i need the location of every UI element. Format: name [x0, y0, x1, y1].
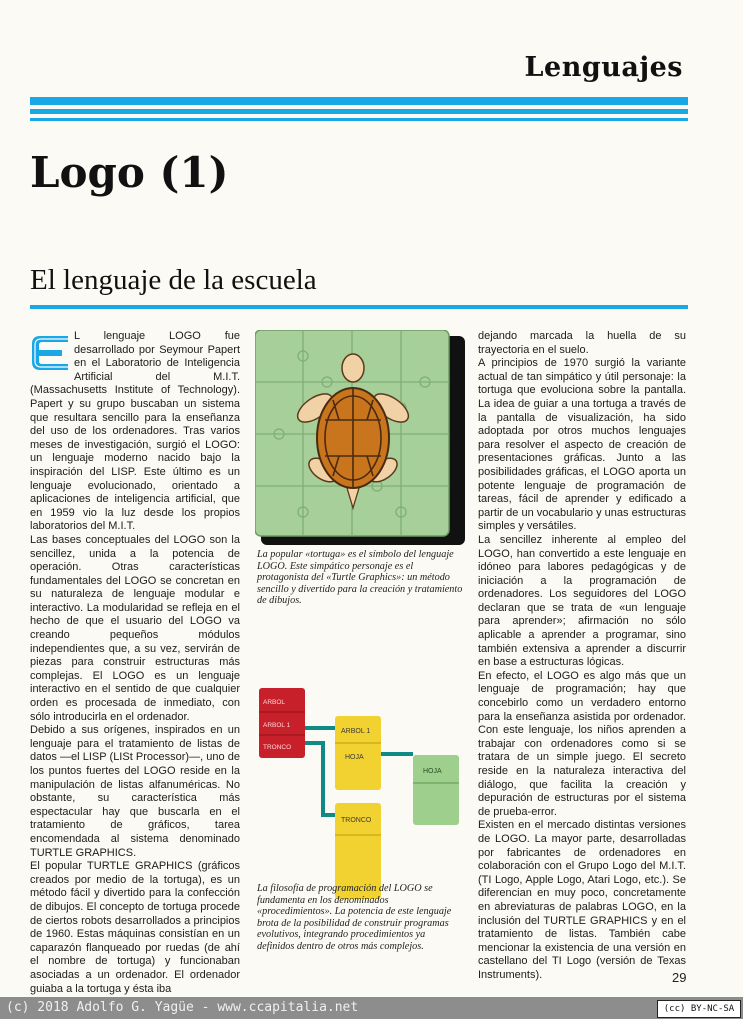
header-band-1 [30, 97, 688, 105]
paragraph: El popular TURTLE GRAPHICS (gráficos creados por medio de la tortuga), es un método fácil y divertido para la confección de dibujos. El concepto de tortuga procede de ciertos robots desarrollados a principios de 1960. Estas máquinas consistían en un caparazón flanqueado por ruedas (de ahí el nombre de tortuga) y funcionaban asociadas a un ordenador. El ordenador guiaba a la tortuga y ésta iba [30, 860, 240, 995]
header-band-3 [30, 118, 688, 121]
header-band-2 [30, 109, 688, 114]
page-title: Logo (1) [30, 148, 229, 197]
yellow-label: ARBOL 1 [341, 728, 371, 735]
column-1 [30, 330, 240, 996]
footer-credit: (c) 2018 Adolfo G. Yagüe - www.ccapitalia.net [6, 1000, 359, 1015]
yellow-label: TRONCO [341, 817, 372, 824]
paragraph: Existen en el mercado distintas versiones de LOGO. La mayor parte, desarrolladas por fabricantes de ordenadores en colaboración con el Grupo Logo del M.I.T. (TI Logo, Apple Logo, Atari Logo, etc.). Se diferencian en muy poco, concretamente en abreviaturas de palabras LOGO, en la inclusión del TURTLE GRAPHICS y en el tratamiento de listas. También cabe mencionar la existencia de una versión en castellano del TI Logo (versión de Texas Instruments). [478, 819, 686, 981]
paragraph: La sencillez inherente al empleo del LOGO, han convertido a este lenguaje en idóneo para labores pedagógicas y de iniciación a la programación de ordenadores. Los seguidores del LOGO declaran que se trata de «un lenguaje para aprender»; afirmación no sólo aplicable a aprender a programar, sino también extensiva a aprender a discurrir en base a estructuras lógicas. [478, 533, 686, 669]
red-label: ARBOL [263, 699, 286, 706]
paragraph: A principios de 1970 surgió la variante actual de tan simpático y útil personaje: la tortuga que evoluciona sobre la pantalla. La idea de guiar a una tortuga a través de la pantalla de visualización, ha sido adoptada por otros muchos lenguajes para resolver el aspecto de creación de presentaciones gráficas. Junto a las posibilidades gráficas, el LOGO aporta un potente lenguaje de programación de tareas, fácil de aprender y edificado a partir de un vocabulario y unas estructuras simples y versátiles. [478, 357, 686, 533]
page-subtitle: El lenguaje de la escuela [30, 264, 317, 296]
paragraph: dejando marcada la huella de su trayectoria en el suelo. [478, 330, 686, 356]
section-header: Lenguajes [524, 52, 683, 83]
cc-icon: (cc) [663, 1004, 691, 1014]
cc-license-badge[interactable] [657, 1000, 741, 1018]
green-procedure-block [413, 755, 459, 825]
red-label: ARBOL 1 [263, 722, 291, 729]
paragraph: En efecto, el LOGO es algo más que un lenguaje de programación; hay que concebirlo como un verdadero entorno para la enseñanza asistida por ordenador. Con este lenguaje, los niños aprenden a trabajar con ordenadores como si se tratara de un simple juego. El secreto reside en la naturaleza interactiva del diálogo, que facilita la creación y depuración de estructuras por el sistema de prueba-error. [478, 669, 686, 818]
turtle-puzzle-illustration [255, 330, 465, 545]
paragraph: Las bases conceptuales del LOGO son la sencillez, unida a la potencia de operación. Otras características fundamentales del LOGO se concretan en su naturaleza de lenguaje modular e interactivo. La modularidad se refleja en el hecho de que el usuario del LOGO va creando pequeños módulos independientes que, a su vez, servirán de piezas para construir estructuras más complejas. El LOGO es un lenguaje interactivo en el sentido de que cualquier orden es procesada de inmediato, con sólo introducirla en el ordenador. [30, 533, 240, 723]
turtle-caption: La popular «tortuga» es el símbolo del lenguaje LOGO. Este simpático personaje es el protagonista del «Turtle Graphics»: un método sencillo y divertido para la creación y tratamiento de dibujos. [257, 549, 463, 607]
yellow-label: HOJA [345, 754, 364, 761]
green-label: HOJA [423, 768, 442, 775]
column-3 [478, 330, 686, 983]
page-number: 29 [672, 970, 687, 985]
red-label: TRONCO [263, 744, 292, 751]
tree-caption: La filosofía de programación del LOGO se fundamenta en los denominados «procedimientos». La potencia de este lenguaje brota de la posibilidad de construir programas evolutivos, integrando procedimientos ya definidos dentro de otros más complejos. [257, 883, 452, 952]
paragraph: Debido a sus orígenes, inspirados en un lenguaje para el tratamiento de listas de datos —el LISP (LISt Processor)—, uno de los puntos fuertes del LOGO reside en la manipulación de listas alfanuméricas. No obstante, su característica más espectacular hay que buscarla en el tratamiento de gráficos, tarea encomendada al sistema denominado TURTLE GRAPHICS. [30, 724, 240, 859]
paragraph: L lenguaje LOGO fue desarrollado por Seymour Papert en el Laboratorio de Inteligencia Artificial del M.I.T. (Massachusetts Institute of Technology). Papert y su grupo buscaban un sistema que resultara sencillo para la enseñanza del uso de los ordenadores. Tras varios meses de investigación, surgió el LOGO: un lenguaje moderno nacido bajo la inspiración del LISP. Este último es un lenguaje evolucionado, orientado a aplicaciones de inteligencia artificial, que en 1959 vio la luz desde los propios laboratorios del M.I.T. [30, 330, 240, 533]
dropcap-e-icon [30, 332, 70, 374]
subtitle-rule [30, 305, 688, 309]
procedure-tree-diagram [255, 685, 465, 905]
license-label: BY-NC-SA [690, 1004, 735, 1014]
